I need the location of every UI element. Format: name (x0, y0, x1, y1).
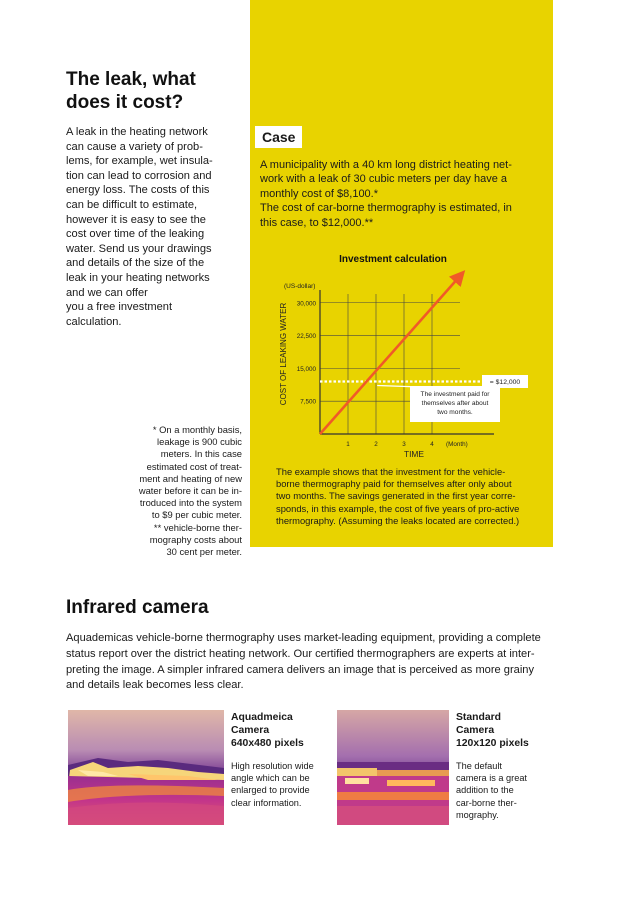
y-axis-label: COST OF LEAKING WATER (279, 302, 288, 406)
chart-title: Investment calculation (339, 254, 447, 265)
section-text (66, 631, 586, 694)
camera2-body-line: car-borne ther- (456, 797, 517, 808)
case-line: A municipality with a 40 km long district heating net- (260, 159, 512, 171)
footnote-line: water before it can be in- (138, 485, 242, 497)
camera2-body-line: addition to the (456, 785, 514, 796)
x-tick-label: 4 (430, 441, 434, 448)
section-line: status report over the district heating network. Our certified thermographers are experts at inter- (66, 647, 535, 660)
camera1-title (231, 711, 304, 750)
y-tick-label: 30,000 (296, 300, 316, 308)
camera2-title (456, 711, 529, 750)
annotation-text: two months. (437, 409, 473, 416)
footnote-line: 30 cent per meter. (166, 546, 242, 558)
camera1-title-line: 640x480 pixels (231, 738, 304, 749)
camera2-title-line: 120x120 pixels (456, 738, 529, 749)
camera2-body-line: mography. (456, 809, 499, 820)
case-line: The cost of car-borne thermography is estimated, in (260, 202, 512, 215)
thermal-image-low-res (337, 710, 449, 825)
case-line: this case, to $12,000.** (260, 216, 374, 229)
case-line: work with a leak of 30 cubic meters per day have a (260, 173, 508, 186)
section-line: Aquademicas vehicle-borne thermography uses market-leading equipment, providing a complete (66, 632, 541, 644)
intro-line: calculation. (66, 315, 122, 328)
intro-line: water. Send us your drawings (66, 242, 212, 255)
camera1-body-line: angle which can be (231, 773, 310, 784)
x-unit-label: (Month) (446, 441, 468, 448)
chart-note-line: The example shows that the investment for the vehicle- (276, 466, 506, 477)
x-tick-label: 3 (402, 441, 406, 448)
camera1-title-line: Aquadmeica (231, 712, 293, 723)
case-badge-label: Case (262, 129, 296, 145)
thermal-image-high-res (68, 710, 224, 825)
camera2-body-line: The default (456, 761, 502, 771)
intro-line: and we can offer (66, 286, 148, 299)
section-line: and details leak becomes less clear. (66, 679, 244, 692)
intro-text (66, 125, 236, 329)
case-text (260, 158, 545, 230)
footnote (112, 424, 242, 558)
camera1-description (231, 760, 314, 809)
y-unit-label: (US-dollar) (284, 283, 316, 290)
chart-note-line: sponds, in this example, the cost of five years of pro-active (276, 502, 520, 514)
intro-line: tion can lead to corrosion and (66, 169, 212, 182)
section-title: Infrared camera (66, 597, 209, 618)
footnote-line: * On a monthly basis, (152, 424, 242, 435)
y-tick-label: 15,000 (296, 365, 316, 373)
chart-note-line: two months. The savings generated in the first year corre- (276, 490, 516, 502)
case-badge (255, 126, 302, 148)
footnote-line: leakage is 900 cubic (157, 436, 242, 448)
reference-label: = $12,000 (489, 379, 521, 387)
intro-line: however it is easy to see the (66, 213, 206, 226)
intro-line: lems, for example, wet insula- (66, 155, 213, 168)
annotation-text: The investment paid for (420, 391, 490, 398)
section-line: preting the image. A simpler infrared camera delivers an image that is perceived as more grainy (66, 663, 535, 676)
intro-line: you a free investment (66, 301, 173, 314)
y-tick-label: 22,500 (296, 333, 316, 341)
camera2-body-line: camera is a great (456, 773, 527, 784)
footnote-line: mography costs about (149, 533, 242, 545)
camera2-title-line: Standard (456, 712, 502, 723)
chart-note-line: thermography. (Assuming the leaks located are corrected.) (276, 514, 520, 526)
case-line: monthly cost of $8,100.* (260, 187, 379, 200)
intro-line: and details of the size of the (66, 257, 205, 270)
x-tick-label: 2 (374, 441, 378, 448)
annotation-pointer (377, 386, 420, 388)
intro-line: cost over time of the leaking (66, 228, 205, 241)
camera1-body-line: enlarged to provide (231, 785, 310, 796)
intro-line: can be difficult to estimate, (66, 198, 198, 211)
title-line: does it cost? (66, 92, 184, 113)
page-title (66, 68, 246, 114)
y-tick-label: 7,500 (300, 398, 316, 406)
chart-note-line: borne thermography paid for themselves after only about (276, 478, 512, 490)
footnote-line: meters. In this case (160, 448, 242, 460)
x-axis-label: TIME (403, 449, 425, 459)
footnote-line: ** vehicle-borne ther- (153, 521, 242, 533)
camera1-body-line: High resolution wide (231, 761, 314, 771)
intro-line: leak in your heating networks (66, 271, 210, 284)
footnote-line: estimated cost of treat- (146, 460, 242, 472)
intro-line: energy loss. The costs of this (66, 184, 210, 197)
annotation-text: themselves after about (421, 400, 489, 407)
investment-chart (260, 248, 550, 460)
x-tick-label: 1 (346, 441, 350, 448)
title-line: The leak, what (66, 69, 196, 90)
chart-note (276, 466, 546, 527)
camera1-title-line: Camera (231, 725, 270, 736)
footnote-line: to $9 per cubic meter. (151, 509, 242, 521)
intro-line: A leak in the heating network (66, 126, 208, 138)
camera2-description (456, 760, 527, 821)
camera2-title-line: Camera (456, 725, 495, 736)
footnote-line: troduced into the system (139, 497, 242, 509)
intro-line: can cause a variety of prob- (66, 140, 203, 153)
camera1-body-line: clear information. (231, 797, 302, 808)
footnote-line: ment and heating of new (139, 472, 242, 484)
